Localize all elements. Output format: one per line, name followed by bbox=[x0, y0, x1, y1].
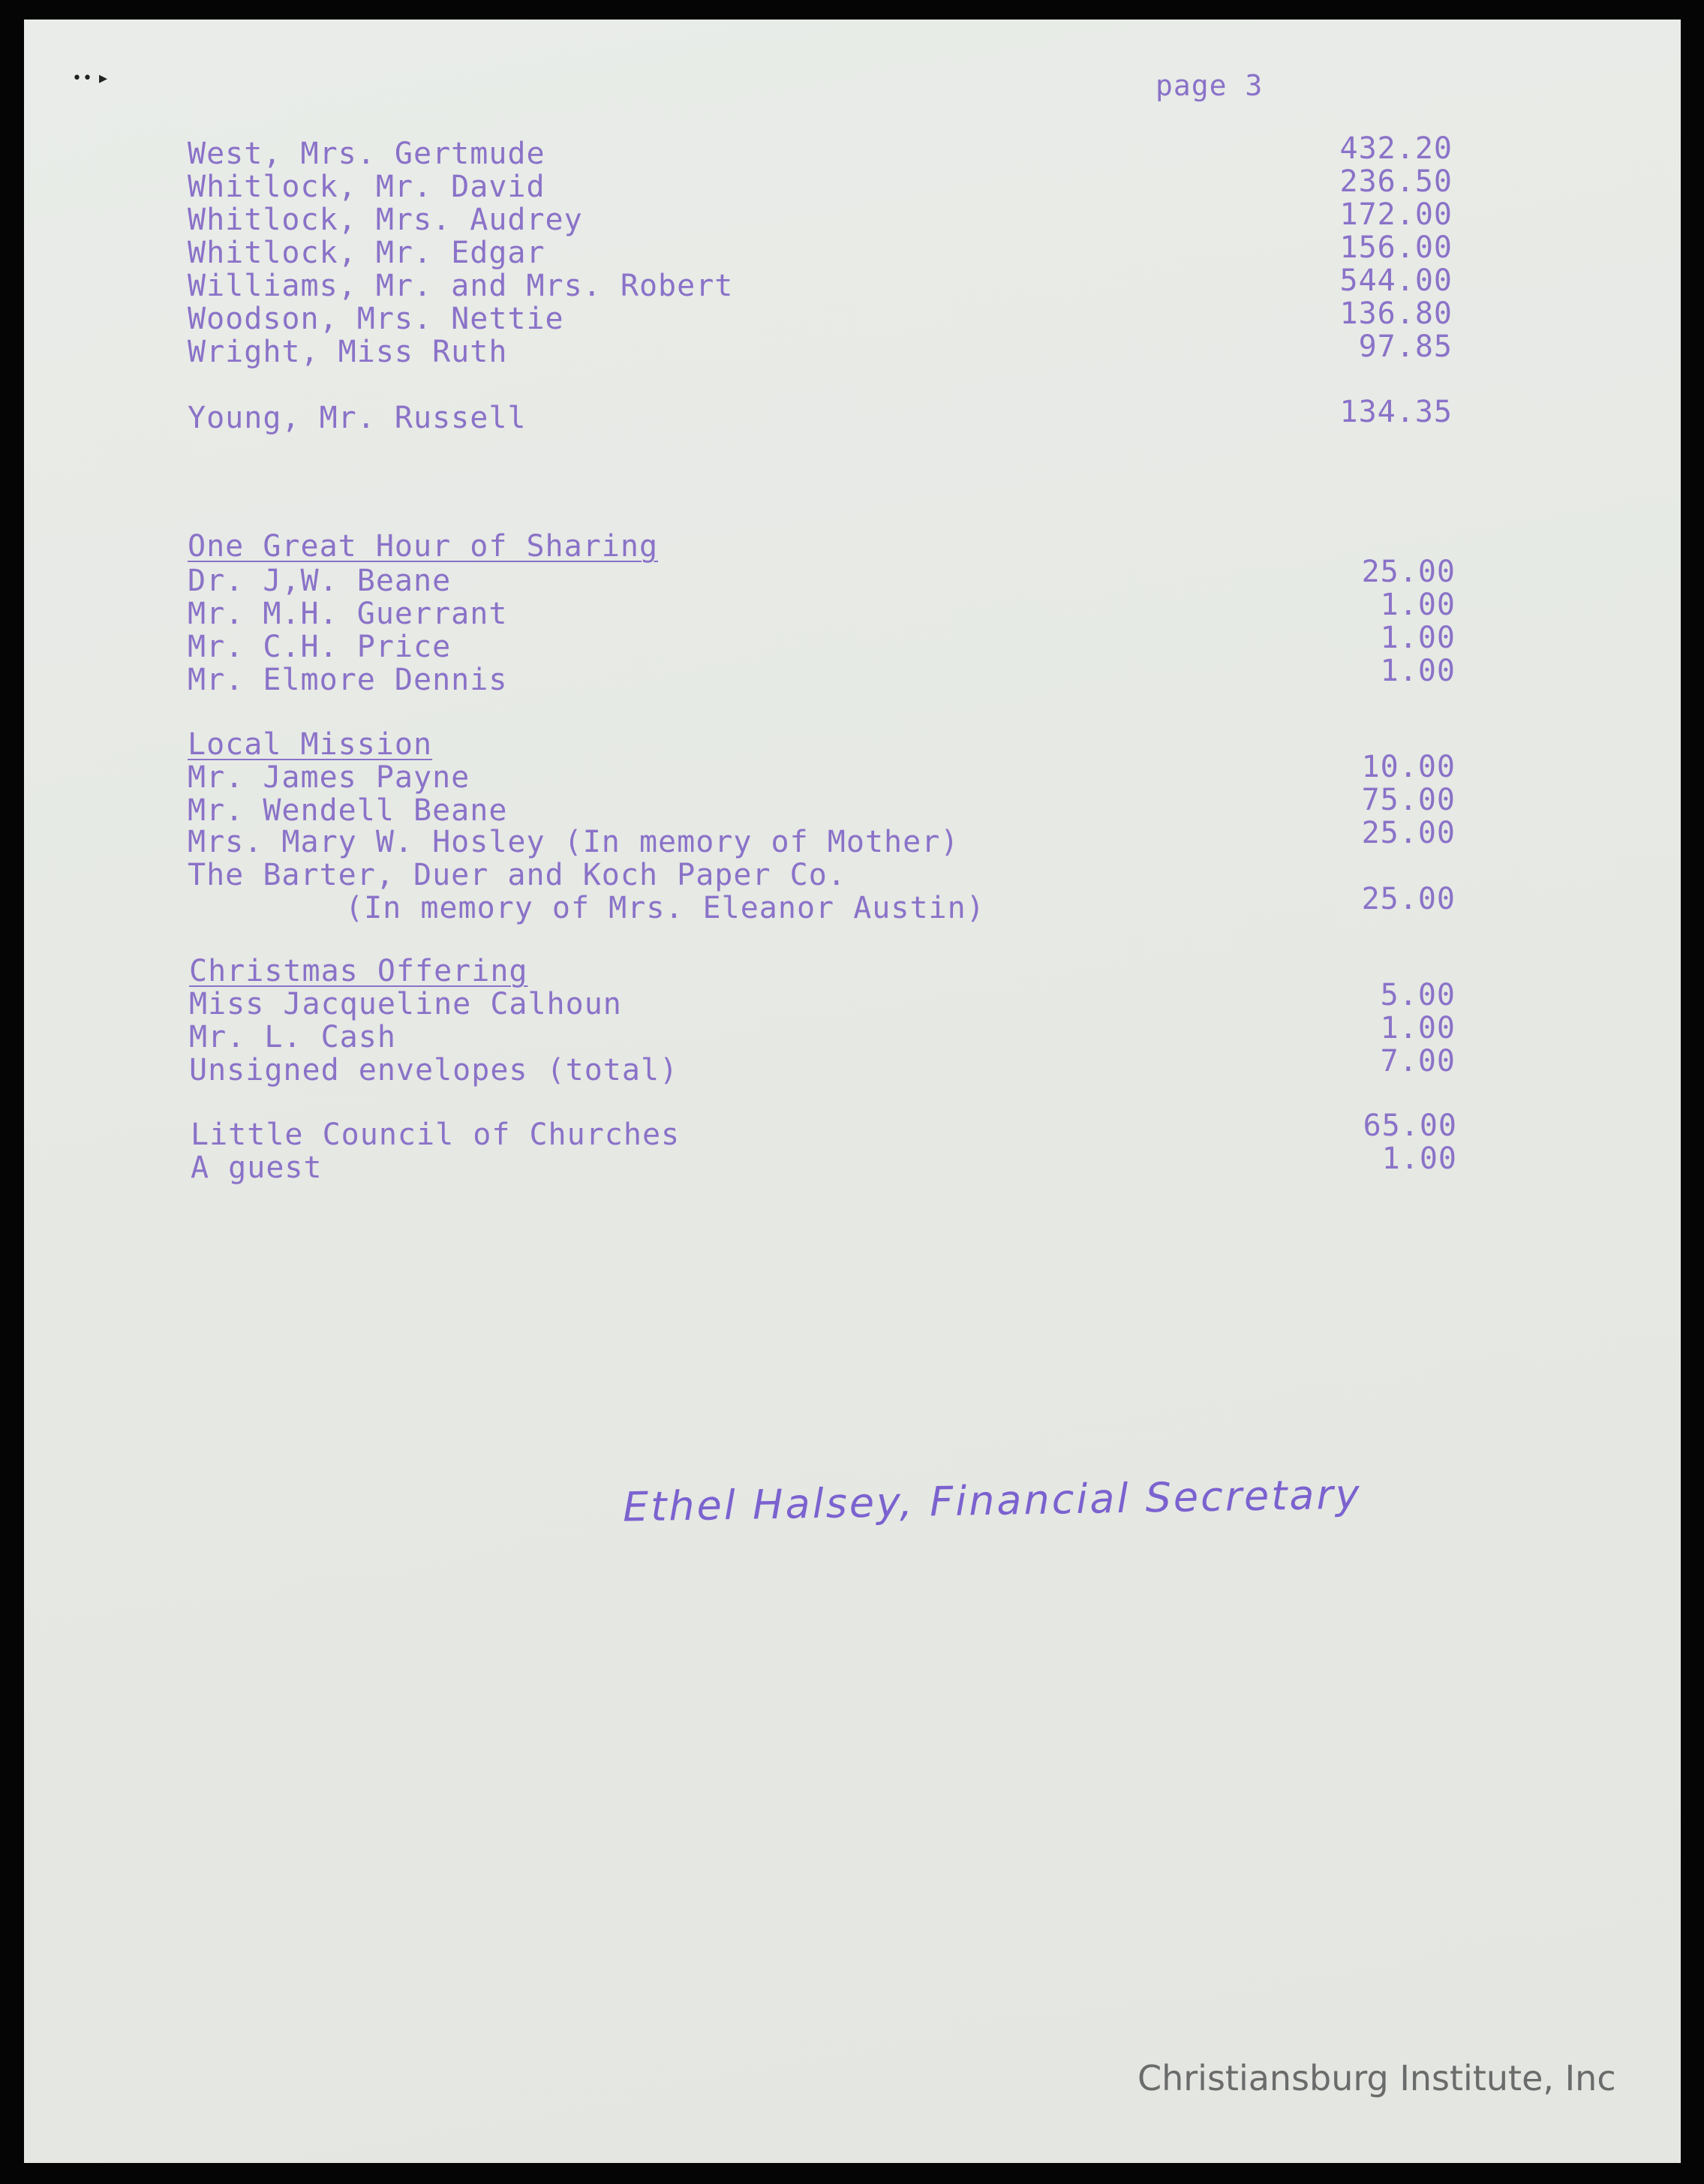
entry-name: Young, Mr. Russell bbox=[188, 401, 527, 435]
entry-name: Williams, Mr. and Mrs. Robert bbox=[188, 269, 734, 303]
entry-amount: 544.00 bbox=[1339, 263, 1453, 298]
entry-amount: 7.00 bbox=[1380, 1044, 1456, 1078]
handwritten-signature: Ethel Halsey, Financial Secretary bbox=[622, 1470, 1363, 1531]
entry-amount: 25.00 bbox=[1361, 882, 1456, 916]
entry-amount: 5.00 bbox=[1380, 978, 1456, 1012]
entry-amount: 25.00 bbox=[1361, 816, 1456, 850]
entry-amount: 136.80 bbox=[1339, 296, 1453, 331]
entry-name: Wright, Miss Ruth bbox=[188, 335, 508, 369]
entry-name: Whitlock, Mrs. Audrey bbox=[188, 203, 583, 237]
entry-amount: 1.00 bbox=[1380, 1011, 1456, 1045]
entry-amount: 75.00 bbox=[1361, 783, 1456, 817]
entry-amount: 1.00 bbox=[1381, 1142, 1457, 1176]
watermark: Christiansburg Institute, Inc bbox=[1138, 2058, 1616, 2098]
entry-amount: 156.00 bbox=[1339, 230, 1453, 265]
entry-amount: 134.35 bbox=[1339, 395, 1453, 429]
entry-name: Mr. Elmore Dennis bbox=[188, 663, 508, 697]
entry-name: Mr. C.H. Price bbox=[188, 630, 452, 664]
page-number: page 3 bbox=[1156, 69, 1264, 102]
entry-amount: 432.20 bbox=[1339, 131, 1453, 166]
section-heading-sharing: One Great Hour of Sharing bbox=[188, 529, 659, 564]
entry-name: Mrs. Mary W. Hosley (In memory of Mother) bbox=[188, 825, 960, 859]
margin-marks: •• ▸ bbox=[72, 69, 108, 88]
section-heading-christmas: Christmas Offering bbox=[189, 954, 528, 988]
entry-name: Mr. Wendell Beane bbox=[188, 793, 508, 828]
entry-amount: 236.50 bbox=[1339, 164, 1453, 199]
entry-name: Whitlock, Mr. Edgar bbox=[188, 236, 545, 270]
entry-name: Dr. J,W. Beane bbox=[188, 564, 452, 598]
entry-name: Mr. James Payne bbox=[188, 760, 470, 795]
entry-name: A guest bbox=[191, 1151, 323, 1185]
entry-name: Mr. L. Cash bbox=[189, 1020, 396, 1054]
section-heading-local-mission: Local Mission bbox=[188, 727, 433, 762]
entry-amount: 10.00 bbox=[1361, 750, 1456, 784]
entry-amount: 1.00 bbox=[1380, 621, 1456, 655]
entry-name: West, Mrs. Gertmude bbox=[188, 137, 545, 171]
entry-amount: 97.85 bbox=[1358, 329, 1453, 364]
entry-amount: 1.00 bbox=[1380, 588, 1456, 622]
entry-name: Little Council of Churches bbox=[191, 1118, 681, 1152]
entry-amount: 65.00 bbox=[1363, 1109, 1457, 1143]
entry-name: Woodson, Mrs. Nettie bbox=[188, 302, 564, 336]
entry-name: The Barter, Duer and Koch Paper Co. bbox=[188, 858, 846, 892]
entry-name: Unsigned envelopes (total) bbox=[189, 1053, 679, 1087]
entry-name: Miss Jacqueline Calhoun bbox=[189, 987, 622, 1021]
entry-amount: 1.00 bbox=[1380, 654, 1456, 688]
entry-name: Mr. M.H. Guerrant bbox=[188, 597, 508, 631]
entry-name: Whitlock, Mr. David bbox=[188, 170, 545, 204]
entry-name-continuation: (In memory of Mrs. Eleanor Austin) bbox=[345, 891, 985, 925]
entry-amount: 25.00 bbox=[1361, 555, 1456, 589]
entry-amount: 172.00 bbox=[1339, 197, 1453, 232]
